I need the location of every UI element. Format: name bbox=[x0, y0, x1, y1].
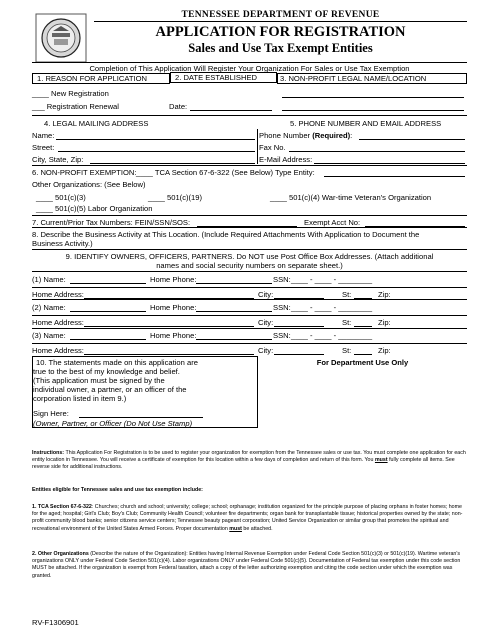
owner-2-zip-label: Zip: bbox=[378, 318, 391, 327]
owner-3-st-field[interactable] bbox=[354, 354, 372, 355]
divider bbox=[32, 287, 467, 288]
section-3-header: 3. NON-PROFIT LEGAL NAME/LOCATION bbox=[277, 73, 467, 84]
city-state-zip-field[interactable] bbox=[90, 163, 255, 164]
option-501c4[interactable]: ____ 501(c)(4) War-time Veteran's Organization bbox=[270, 193, 432, 202]
owner-2-name-label: (2) Name: bbox=[32, 303, 66, 312]
owner-1-ssn-label: SSN: bbox=[273, 275, 291, 284]
form-subtitle: Sales and Use Tax Exempt Entities bbox=[188, 41, 373, 55]
section-9-line1: 9. IDENTIFY OWNERS, OFFICERS, PARTNERS. Do NOT use Post Office Box Addresses. (Attach additional bbox=[65, 252, 434, 261]
divider bbox=[32, 299, 467, 300]
fax-field[interactable] bbox=[289, 151, 465, 152]
other-organizations-text: 2. Other Organizations (Describe the nature of the Organization): Entities having Internal Revenue Exemption under Federal Code Section 501(c)(3) or 501(c)(19). Wartime veteran's organizations ONLY under Federal Code Section 501(c)(4). Labor organizations ONLY under Federal Code 501(c)(5). Documentation of Federal tax exemption under this code section MUST be attached. If the organization is exempt from Federal taxation, attach a copy of the letter authorizing exemption and citing the code section under which the exemption was granted. bbox=[32, 551, 461, 579]
section-8-line2: Business Activity.) bbox=[32, 239, 93, 248]
owner-2-ssn-field[interactable]: ____ - ____ - ________ bbox=[291, 303, 373, 312]
tca-option[interactable]: ____ TCA Section 67-6-322 (See Below) Type Entity: bbox=[136, 168, 315, 177]
option-501c19[interactable]: ____ 501(c)(19) bbox=[148, 193, 203, 202]
department-use-only: For Department Use Only bbox=[316, 358, 409, 367]
section-10-box bbox=[32, 356, 258, 428]
owner-2-st-label: St: bbox=[342, 318, 352, 327]
owner-3-name-field[interactable] bbox=[70, 339, 146, 340]
divider bbox=[32, 343, 467, 344]
renewal-option[interactable]: ___ Registration Renewal bbox=[32, 102, 119, 111]
owner-1-st-label: St: bbox=[342, 290, 352, 299]
divider bbox=[32, 215, 467, 216]
owner-1-phone-label: Home Phone: bbox=[150, 275, 197, 284]
sign-here-label: Sign Here: bbox=[33, 409, 69, 418]
owner-3-zip-label: Zip: bbox=[378, 346, 391, 355]
owner-1-address-label: Home Address: bbox=[32, 290, 84, 299]
street-label: Street: bbox=[32, 143, 55, 152]
section-6-header: 6. NON-PROFIT EXEMPTION: bbox=[32, 168, 137, 177]
owner-3-city-field[interactable] bbox=[274, 354, 324, 355]
owner-1-zip-label: Zip: bbox=[378, 290, 391, 299]
owner-2-address-field[interactable] bbox=[84, 326, 254, 327]
option-501c5[interactable]: ____ 501(c)(5) Labor Organization bbox=[36, 204, 153, 213]
owner-3-address-label: Home Address: bbox=[32, 346, 84, 355]
section-5-header: 5. PHONE NUMBER AND EMAIL ADDRESS bbox=[290, 119, 442, 128]
owner-1-name-field[interactable] bbox=[70, 283, 146, 284]
owner-3-phone-field[interactable] bbox=[196, 339, 272, 340]
owner-1-ssn-field[interactable]: ____ - ____ - ________ bbox=[291, 275, 373, 284]
date-established-field[interactable] bbox=[190, 110, 272, 111]
signature-field[interactable] bbox=[79, 417, 203, 418]
divider bbox=[32, 165, 467, 166]
city-state-zip-label: City, State, Zip: bbox=[32, 155, 84, 164]
statement-line-2: true to the best of my knowledge and belief. bbox=[33, 367, 180, 376]
owner-2-phone-field[interactable] bbox=[196, 311, 272, 312]
date-label: Date: bbox=[169, 102, 188, 111]
owner-2-city-field[interactable] bbox=[274, 326, 324, 327]
owner-2-st-field[interactable] bbox=[354, 326, 372, 327]
divider bbox=[32, 115, 467, 116]
owner-3-ssn-field[interactable]: ____ - ____ - ________ bbox=[291, 331, 373, 340]
owner-3-st-label: St: bbox=[342, 346, 352, 355]
instructions-paragraph: Instructions: This Application For Registration is to be used to register your organization for exemption from the Tennessee sales or use tax. You must complete one application for each entity location in Tennessee. You will receive a certificate of exemption for this location within a few days of completion and return of this form. You must fully complete all items. See reverse side for additional instructions. bbox=[32, 450, 466, 471]
owner-2-name-field[interactable] bbox=[70, 311, 146, 312]
mailing-name-field[interactable] bbox=[56, 139, 255, 140]
owner-3-phone-label: Home Phone: bbox=[150, 331, 197, 340]
type-entity-field[interactable] bbox=[324, 176, 465, 177]
email-label: E-Mail Address: bbox=[259, 155, 313, 164]
phone-field[interactable] bbox=[359, 139, 465, 140]
option-501c3[interactable]: ____ 501(c)(3) bbox=[36, 193, 86, 202]
owner-2-ssn-label: SSN: bbox=[273, 303, 291, 312]
exempt-acct-label: Exempt Acct No: bbox=[304, 218, 361, 227]
mailing-name-label: Name: bbox=[32, 131, 55, 140]
divider bbox=[257, 129, 258, 164]
owner-3-name-label: (3) Name: bbox=[32, 331, 66, 340]
street-field[interactable] bbox=[58, 151, 255, 152]
owner-3-city-label: City: bbox=[258, 346, 274, 355]
section-8-line1: 8. Describe the Business Activity at This Location. (Include Required Attachments With Application to Document the bbox=[32, 230, 420, 239]
owner-3-address-field[interactable] bbox=[84, 354, 254, 355]
section-4-header: 4. LEGAL MAILING ADDRESS bbox=[44, 119, 149, 128]
fax-label: Fax No. bbox=[259, 143, 286, 152]
owner-3-ssn-label: SSN: bbox=[273, 331, 291, 340]
legal-name-field[interactable] bbox=[282, 97, 464, 98]
section-7-label: 7. Current/Prior Tax Numbers: FEIN/SSN/SOS: bbox=[32, 218, 191, 227]
section-9-line2: names and social security numbers on separate sheet.) bbox=[156, 261, 343, 270]
divider bbox=[32, 227, 467, 228]
owner-1-name-label: (1) Name: bbox=[32, 275, 66, 284]
new-registration-option[interactable]: ____ New Registration bbox=[32, 89, 109, 98]
signature-caption: (Owner, Partner, or Officer (Do Not Use Stamp) bbox=[33, 419, 193, 428]
owner-2-phone-label: Home Phone: bbox=[150, 303, 197, 312]
divider bbox=[32, 328, 467, 329]
eligible-entities-heading: Entities eligible for Tennessee sales and use tax exemption include: bbox=[32, 487, 203, 493]
statement-line-4: individual owner, a partner, or an officer of the bbox=[33, 385, 187, 394]
divider bbox=[32, 62, 467, 63]
other-organizations-label: Other Organizations: (See Below) bbox=[32, 180, 146, 189]
statement-line-1: 10. The statements made on this application are bbox=[36, 358, 198, 367]
statement-line-3: (This application must be signed by the bbox=[33, 376, 165, 385]
section-2-header: 2. DATE ESTABLISHED bbox=[170, 72, 277, 83]
state-seal-logo bbox=[32, 12, 90, 64]
location-field[interactable] bbox=[282, 110, 464, 111]
owner-1-city-label: City: bbox=[258, 290, 274, 299]
statement-line-5: corporation listed in item 9.) bbox=[33, 394, 127, 403]
divider bbox=[32, 315, 467, 316]
completion-notice: Completion of This Application Will Register Your Organization For Sales or Use Tax Exemption bbox=[89, 64, 410, 73]
email-field[interactable] bbox=[314, 163, 465, 164]
form-number: RV-F1306901 bbox=[32, 618, 79, 627]
department-name: TENNESSEE DEPARTMENT OF REVENUE bbox=[94, 10, 467, 22]
divider bbox=[32, 249, 467, 250]
form-title: APPLICATION FOR REGISTRATION bbox=[155, 24, 406, 40]
owner-2-city-label: City: bbox=[258, 318, 274, 327]
section-1-header: 1. REASON FOR APPLICATION bbox=[32, 73, 170, 84]
owner-2-address-label: Home Address: bbox=[32, 318, 84, 327]
owner-1-phone-field[interactable] bbox=[196, 283, 272, 284]
divider bbox=[32, 271, 467, 272]
tca-section-text: 1. TCA Section 67-6-322: Churches; church and school; university; college; school; orphanage; institution organized for the principle purpose of placing orphans in foster homes; home for the aged; hospital; Girl's Club; Boy's Club; Community Health Council; volunteer fire departments; organ bank for transplantable tissue; historical properties owned by the state; non-profit community blood banks; senior citizens service centers; Tennessee beauty pageant corporation; United Service Organization or similar group that promotes the spiritual and recreational environment of the United States Armed Forces. Proper documentation must be attached. bbox=[32, 504, 463, 532]
phone-label: Phone Number (Required): bbox=[259, 131, 353, 140]
